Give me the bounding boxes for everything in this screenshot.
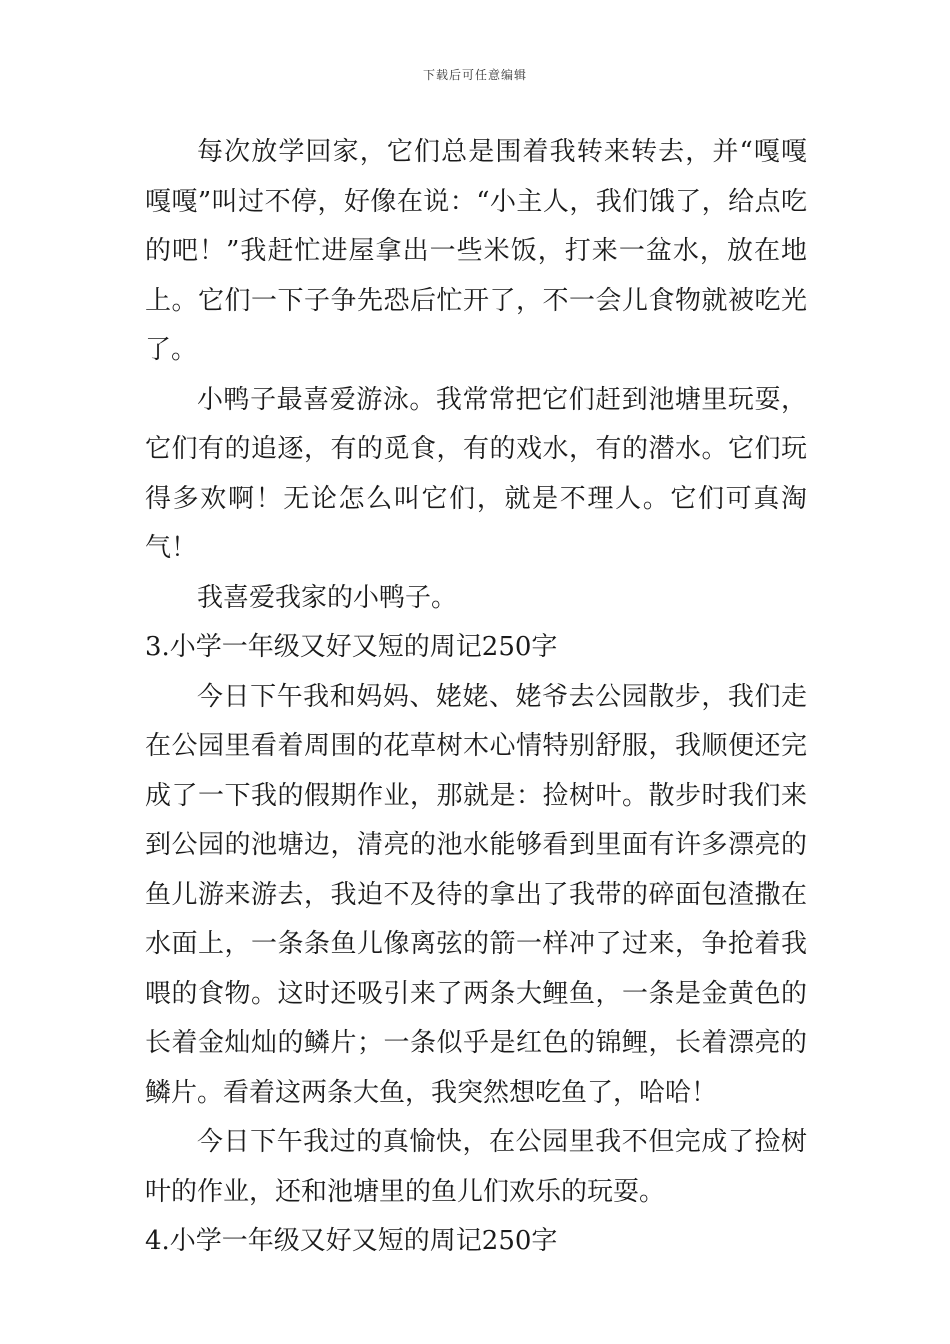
paragraph-duck-feeding: 每次放学回家，它们总是围着我转来转去，并“嘎嘎嘎嘎”叫过不停，好像在说：“小主人，我们饿了，给点吃的吧！”我赶忙进屋拿出一些米饭，打来一盆水，放在地上。它们一下子争先恐后忙开了，不一会儿食物就被吃光了。 <box>145 137 807 365</box>
document-body <box>145 128 807 1267</box>
paragraph-park-walk: 今日下午我和妈妈、姥姥、姥爷去公园散步，我们走在公园里看着周围的花草树木心情特别舒服，我顺便还完成了一下我的假期作业，那就是：捡树叶。散步时我们来到公园的池塘边，清亮的池水能够看到里面有许多漂亮的鱼儿游来游去，我迫不及待的拿出了我带的碎面包渣撒在水面上，一条条鱼儿像离弦的箭一样冲了过来，争抢着我喂的食物。这时还吸引来了两条大鲤鱼，一条是金黄色的长着金灿灿的鳞片；一条似乎是红色的锦鲤，长着漂亮的鳞片。看着这两条大鱼，我突然想吃鱼了，哈哈！ <box>145 681 807 1108</box>
section-heading-3: 3.小学一年级又好又短的周记250字 <box>145 632 558 662</box>
page-header: 下载后可任意编辑 <box>422 68 527 82</box>
paragraph-duck-conclusion: 我喜爱我家的小鸭子。 <box>197 582 458 613</box>
section-heading-4: 4.小学一年级又好又短的周记250字 <box>145 1226 558 1256</box>
paragraph-park-conclusion: 今日下午我过的真愉快，在公园里我不但完成了捡树叶的作业，还和池塘里的鱼儿们欢乐的玩耍。 <box>145 1127 807 1207</box>
paragraph-duck-swimming: 小鸭子最喜爱游泳。我常常把它们赶到池塘里玩耍，它们有的追逐，有的觅食，有的戏水，有的潜水。它们玩得多欢啊！无论怎么叫它们，就是不理人。它们可真淘气！ <box>145 384 807 563</box>
